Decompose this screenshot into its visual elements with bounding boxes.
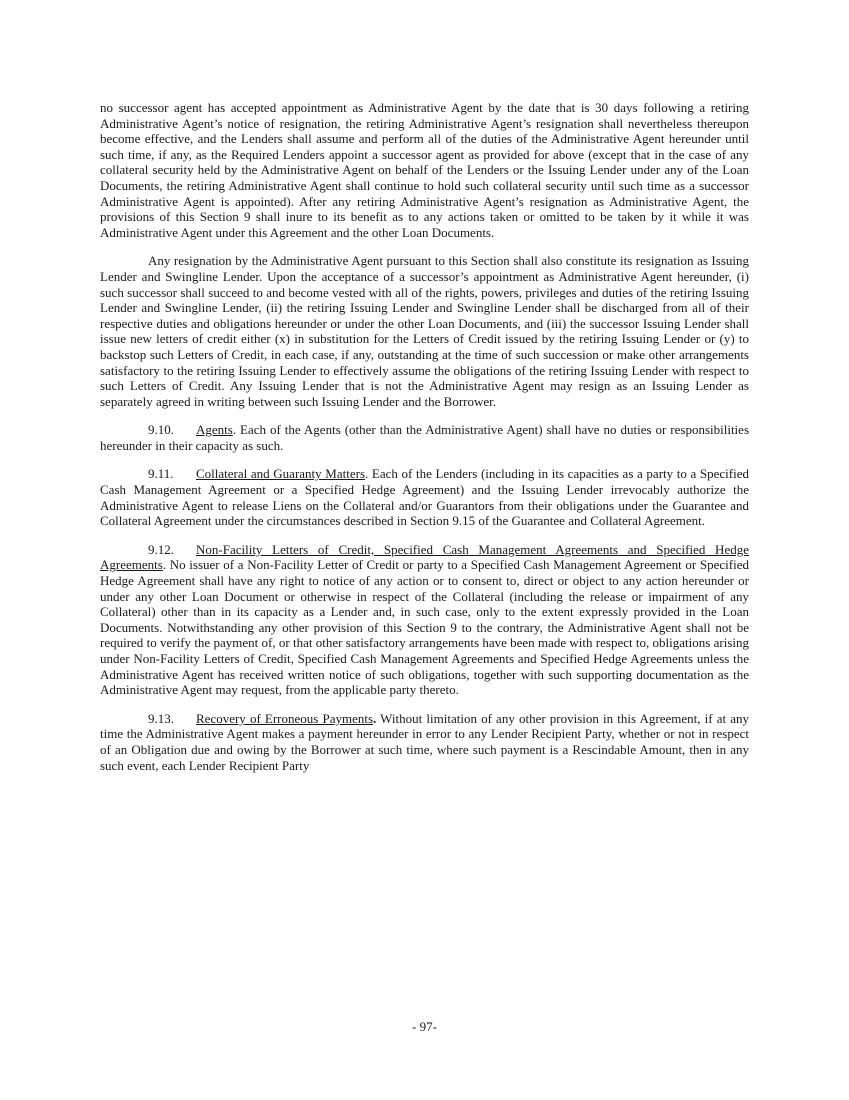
section-heading: Agents (196, 422, 233, 438)
heading-suffix: . (365, 466, 369, 482)
section-9-10 (100, 422, 749, 453)
section-text: Each of the Lenders (including in its capacities as a party to a Specified Cash Management Agreement or a Specified Hedge Agreement) and the Issuing Lender irrevocably authorize the Administrative Agent to release Liens on the Collateral and/or Guarantors from their obligations under the Guarantee and Collateral Agreement under the circumstances described in Section 9.15 of the Guarantee and Collateral Agreement. (100, 466, 749, 529)
paragraph-successor-agent: no successor agent has accepted appointment as Administrative Agent by the date that is 30 days following a retiring Administrative Agent’s notice of resignation, the retiring Administrative Agent’s resignation shall nevertheless thereupon become effective, and the Lenders shall assume and perform all of the duties of the Administrative Agent hereunder until such time, if any, as the Required Lenders appoint a successor agent as provided for above (except that in the case of any collateral security held by the Administrative Agent on behalf of the Lenders or the Issuing Lender under any of the Loan Documents, the retiring Administrative Agent shall continue to hold such collateral security until such time as a successor Administrative Agent is appointed). After any retiring Administrative Agent’s resignation as Administrative Agent, the provisions of this Section 9 shall inure to its benefit as to any actions taken or omitted to be taken by it while it was Administrative Agent under this Agreement and the other Loan Documents. (100, 100, 749, 240)
section-9-12 (100, 542, 749, 698)
section-text: Without limitation of any other provision in this Agreement, if at any time the Administrative Agent makes a payment hereunder in error to any Lender Recipient Party, whether or not in respect of an Obligation due and owing by the Borrower at such time, where such payment is a Rescindable Amount, then in any such event, each Lender Recipient Party (100, 710, 749, 773)
section-number: 9.12. (148, 541, 174, 557)
section-number: 9.11. (148, 466, 174, 482)
section-number: 9.10. (148, 422, 174, 438)
section-heading: Recovery of Erroneous Payments (196, 710, 374, 726)
section-heading: Non-Facility Letters of Credit, Specified Cash Management Agreements and Specified Hedge Agreements (100, 541, 749, 573)
section-9-11 (100, 466, 749, 528)
heading-suffix: . (162, 557, 167, 573)
section-number: 9.13. (148, 710, 174, 726)
page-number: - 97- (412, 1019, 437, 1034)
heading-suffix: . (232, 422, 237, 438)
section-text: Each of the Agents (other than the Administrative Agent) shall have no duties or responsibilities hereunder in their capacity as such. (100, 422, 749, 453)
section-text: No issuer of a Non-Facility Letter of Credit or party to a Specified Cash Management Agreement or Specified Hedge Agreement shall have any right to notice of any action or to consent to, direct or object to any action hereunder or under any other Loan Document or otherwise in respect of the Collateral (including the release or impairment of any Collateral) other than in its capacity as a Lender and, in such case, only to the extent expressly provided in the Loan Documents. Notwithstanding any other provision of this Section 9 to the contrary, the Administrative Agent shall not be required to verify the payment of, or that other satisfactory arrangements have been made with respect to, obligations arising under Non-Facility Letters of Credit, Specified Cash Management Agreements and Specified Hedge Agreements unless the Administrative Agent has received written notice of such obligations, together with such supporting documentation as the Administrative Agent may request, from the applicable party thereto. (100, 557, 749, 698)
section-9-13 (100, 711, 749, 773)
document-page (100, 100, 749, 786)
paragraph-resignation-issuing-lender: Any resignation by the Administrative Agent pursuant to this Section shall also constitute its resignation as Issuing Lender and Swingline Lender. Upon the acceptance of a successor’s appointment as Administrative Agent hereunder, (i) such successor shall succeed to and become vested with all of the rights, powers, privileges and duties of the retiring Issuing Lender and Swingline Lender, (ii) the retiring Issuing Lender and Swingline Lender shall be discharged from all of their respective duties and obligations hereunder or under the other Loan Documents, and (iii) the successor Issuing Lender shall issue new letters of credit either (x) in substitution for the Letters of Credit issued by the retiring Issuing Lender or (y) to backstop such Letters of Credit, in each case, if any, outstanding at the time of such succession or make other arrangements satisfactory to the retiring Issuing Lender to effectively assume the obligations of the retiring Issuing Lender with respect to such Letters of Credit. Any Issuing Lender that is not the Administrative Agent may resign as an Issuing Lender as separately agreed in writing between such Issuing Lender and the Borrower. (100, 253, 749, 409)
section-heading: Collateral and Guaranty Matters (196, 466, 365, 482)
heading-suffix: . (373, 710, 377, 726)
